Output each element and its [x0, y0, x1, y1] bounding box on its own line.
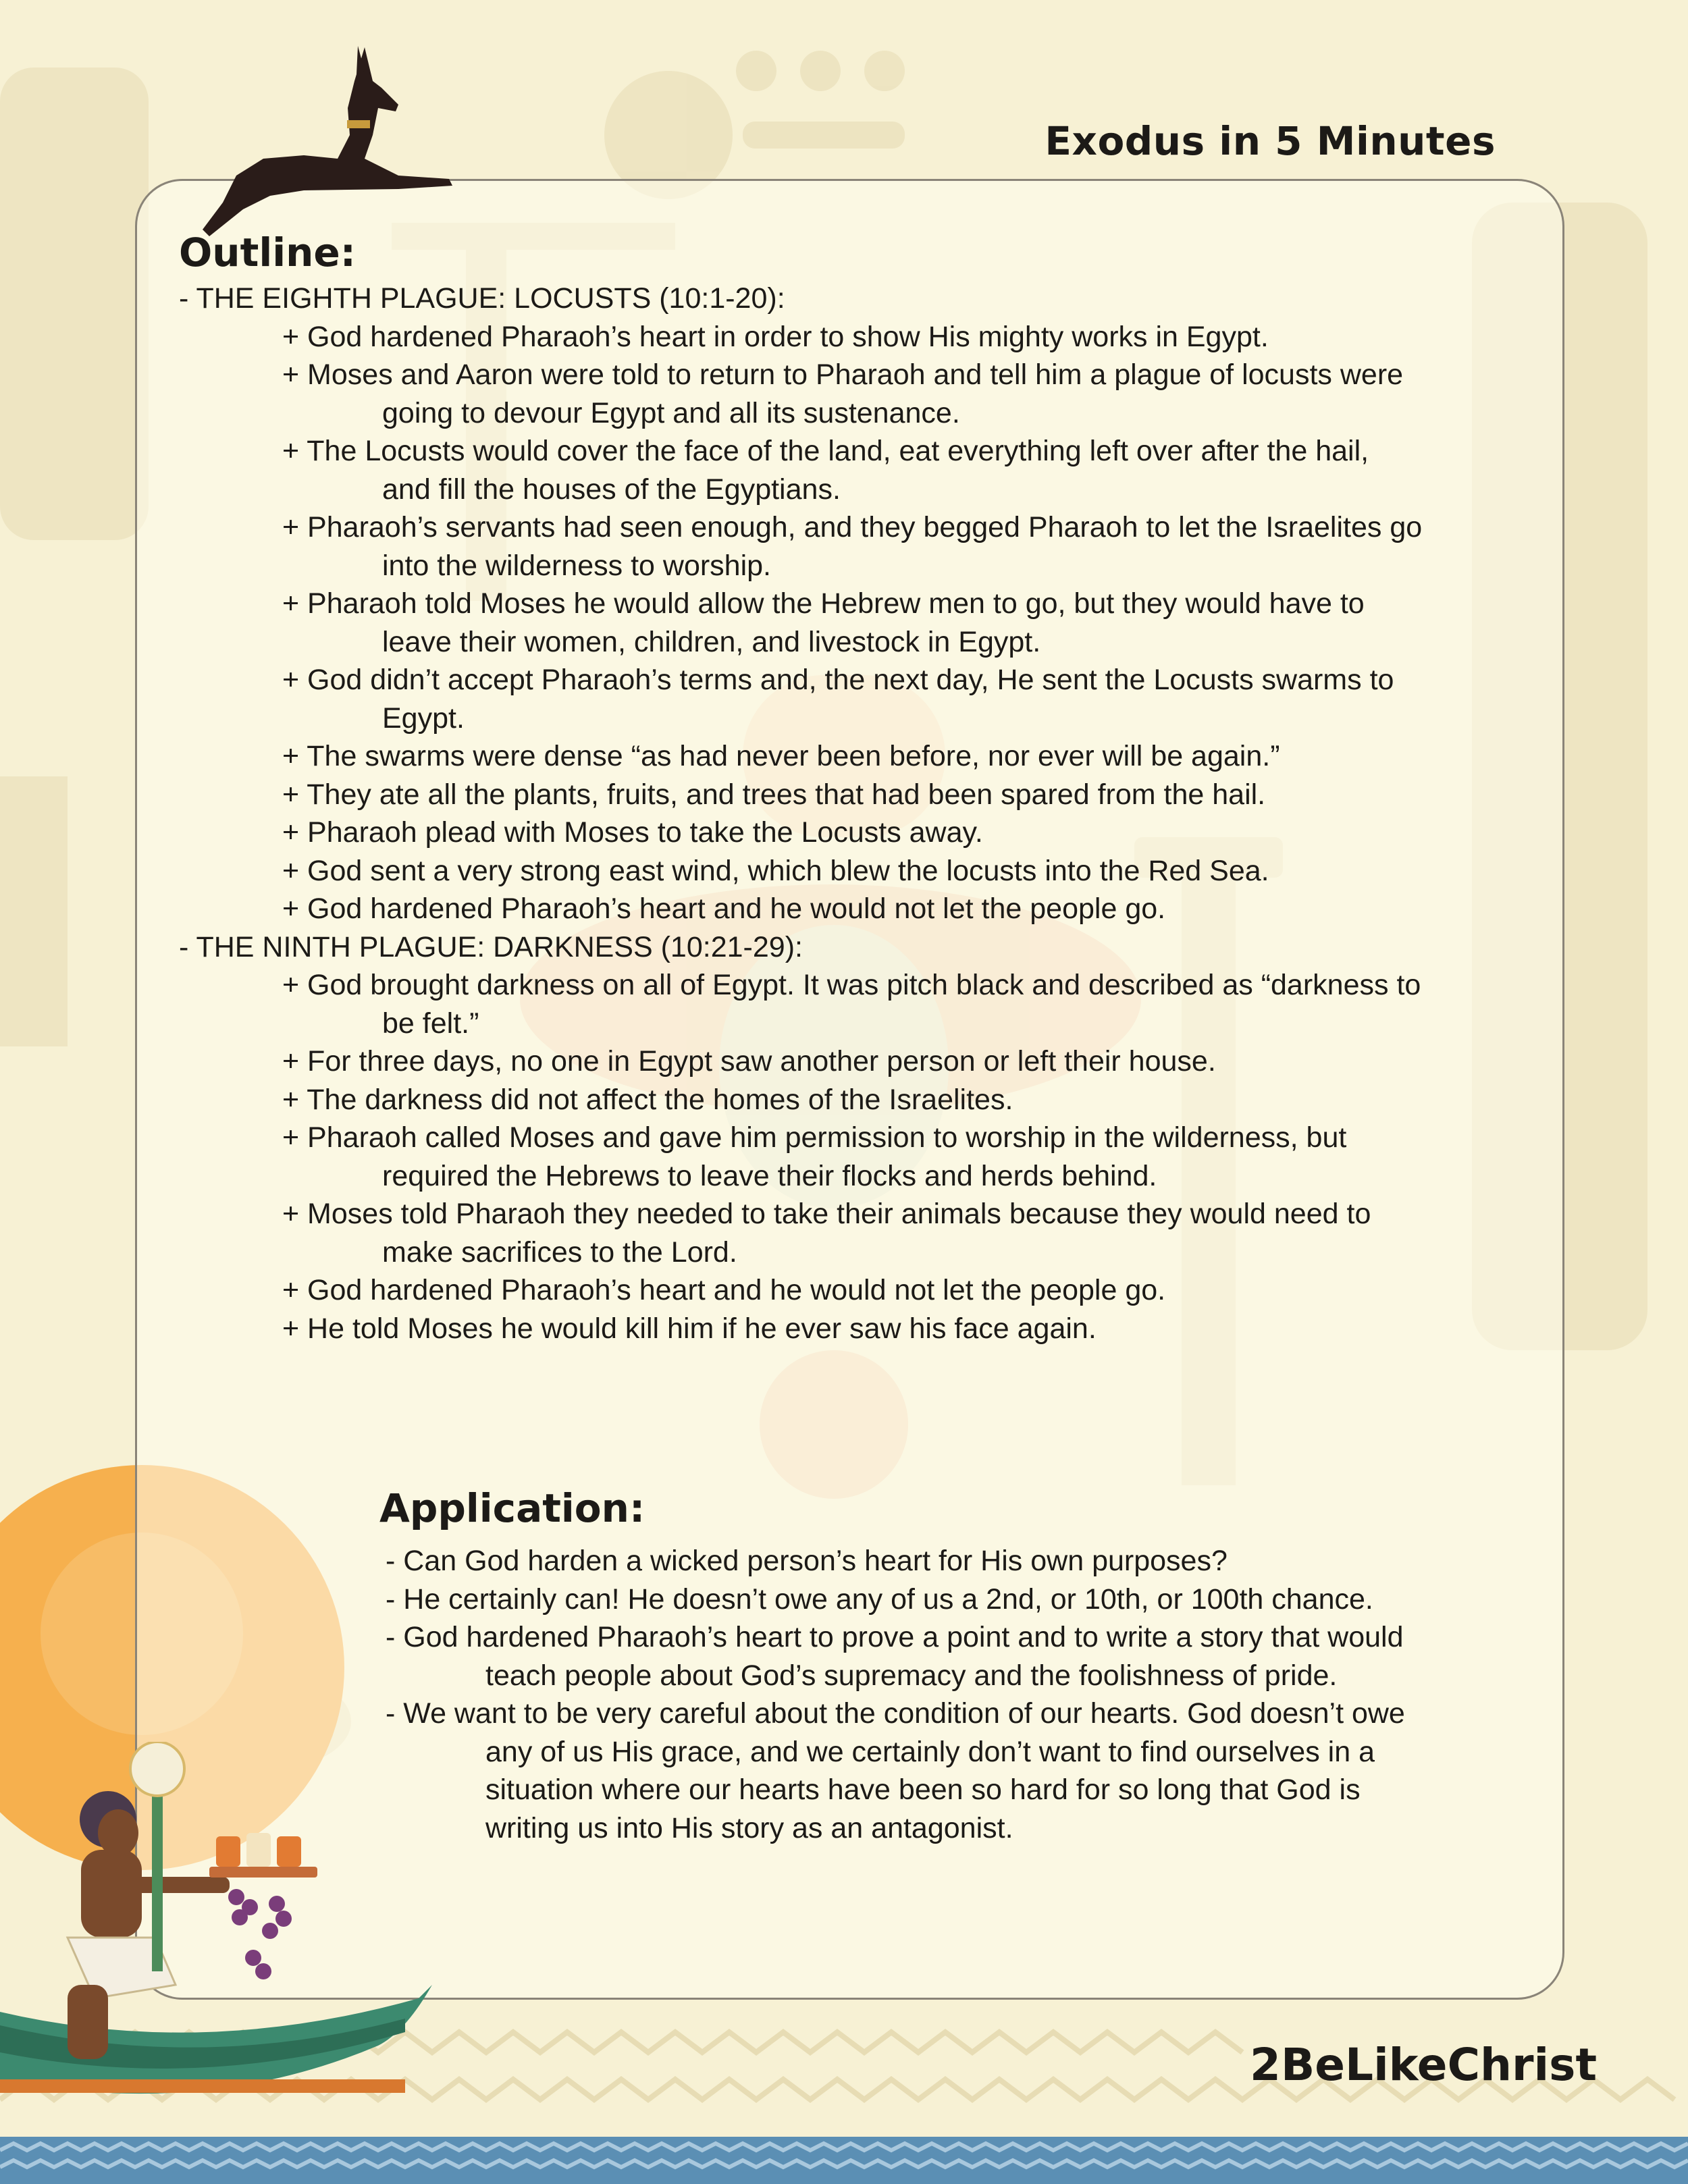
- item-line: - God hardened Pharaoh’s heart to prove a point and to write a story that would: [386, 1621, 1404, 1653]
- list-item: [280, 1042, 1422, 1081]
- item-line-continued: into the wilderness to worship.: [382, 549, 772, 582]
- bottom-border-band: [0, 2137, 1688, 2184]
- list-item: [280, 432, 1422, 508]
- item-line: + God didn’t accept Pharaoh’s terms and, the next day, He sent the Locusts swarms to: [282, 664, 1394, 696]
- application-body: [384, 1542, 1405, 1847]
- item-line: + God hardened Pharaoh’s heart and he would not let the people go.: [282, 893, 1166, 925]
- list-item: [280, 737, 1422, 776]
- list-item: [280, 508, 1422, 585]
- list-item: [280, 318, 1422, 356]
- item-line: - He certainly can! He doesn’t owe any of us a 2nd, or 10th, or 100th chance.: [386, 1582, 1373, 1616]
- list-item: [280, 356, 1422, 432]
- section-list: [179, 318, 1422, 928]
- item-line-continued: going to devour Egypt and all its sustenance.: [382, 396, 960, 429]
- item-line-continued: and fill the houses of the Egyptians.: [382, 473, 841, 506]
- list-item: [384, 1618, 1405, 1695]
- item-line: + Pharaoh told Moses he would allow the Hebrew men to go, but they would have to: [282, 587, 1365, 620]
- item-line: + Moses told Pharaoh they needed to take their animals because they would need to: [282, 1198, 1371, 1230]
- list-item: [384, 1542, 1405, 1580]
- item-line: + He told Moses he would kill him if he ever saw his face again.: [282, 1312, 1097, 1345]
- item-line-continued: teach people about God’s supremacy and the foolishness of pride.: [485, 1659, 1338, 1692]
- list-item: [384, 1580, 1405, 1619]
- item-line: + Pharaoh plead with Moses to take the Locusts away.: [282, 816, 983, 849]
- document-title: Exodus in 5 Minutes: [1045, 118, 1496, 164]
- item-line: + Moses and Aaron were told to return to Pharaoh and tell him a plague of locusts were: [282, 358, 1404, 391]
- list-item: [280, 776, 1422, 814]
- list-item: [280, 1081, 1422, 1119]
- item-line: + They ate all the plants, fruits, and trees that had been spared from the hail.: [282, 778, 1266, 811]
- item-line-continued: situation where our hearts have been so hard for so long that God is: [485, 1774, 1361, 1806]
- list-item: [280, 585, 1422, 661]
- section-title: - THE NINTH PLAGUE: DARKNESS (10:21-29):: [179, 930, 803, 963]
- application-list: [384, 1542, 1405, 1847]
- item-line-continued: writing us into His story as an antagonist.: [485, 1811, 1013, 1844]
- list-item: [280, 1310, 1422, 1348]
- item-line: - We want to be very careful about the condition of our hearts. God doesn’t owe: [386, 1697, 1405, 1730]
- list-item: [280, 814, 1422, 852]
- list-item: [280, 661, 1422, 737]
- item-line-continued: any of us His grace, and we certainly don’t want to find ourselves in a: [485, 1735, 1375, 1768]
- item-line: + The darkness did not affect the homes of the Israelites.: [282, 1083, 1013, 1116]
- item-line: + God hardened Pharaoh’s heart in order to show His mighty works in Egypt.: [282, 320, 1269, 353]
- item-line: - Can God harden a wicked person’s heart for His own purposes?: [386, 1545, 1228, 1577]
- outline-body: [179, 279, 1422, 1348]
- section-list: [179, 966, 1422, 1348]
- item-line: + God hardened Pharaoh’s heart and he would not let the people go.: [282, 1274, 1166, 1306]
- item-line: + The Locusts would cover the face of the land, eat everything left over after the hail,: [282, 435, 1369, 467]
- list-item: [280, 852, 1422, 890]
- list-item: [280, 1271, 1422, 1310]
- list-item: [280, 1119, 1422, 1195]
- item-line: + For three days, no one in Egypt saw another person or left their house.: [282, 1045, 1216, 1077]
- list-item: [280, 1195, 1422, 1271]
- item-line: + God sent a very strong east wind, which blew the locusts into the Red Sea.: [282, 854, 1269, 887]
- section-title: - THE EIGHTH PLAGUE: LOCUSTS (10:1-20):: [179, 282, 785, 315]
- brand-name: 2BeLikeChrist: [1250, 2039, 1597, 2091]
- list-item: [384, 1695, 1405, 1847]
- outline-heading: Outline:: [179, 230, 356, 275]
- item-line: + Pharaoh called Moses and gave him permission to worship in the wilderness, but: [282, 1121, 1347, 1154]
- item-line-continued: leave their women, children, and livestock in Egypt.: [382, 625, 1041, 658]
- list-item: [280, 890, 1422, 928]
- list-item: [280, 966, 1422, 1042]
- item-line: + God brought darkness on all of Egypt. It was pitch black and described as “darkness to: [282, 969, 1421, 1001]
- item-line-continued: be felt.”: [382, 1007, 479, 1040]
- item-line-continued: Egypt.: [382, 701, 465, 735]
- item-line-continued: required the Hebrews to leave their flocks and herds behind.: [382, 1159, 1157, 1192]
- anubis-jackal-icon: [196, 41, 459, 243]
- item-line: + Pharaoh’s servants had seen enough, and they begged Pharaoh to let the Israelites go: [282, 511, 1423, 543]
- application-heading: Application:: [379, 1485, 645, 1531]
- item-line-continued: make sacrifices to the Lord.: [382, 1235, 737, 1269]
- item-line: + The swarms were dense “as had never been before, nor ever will be again.”: [282, 740, 1280, 772]
